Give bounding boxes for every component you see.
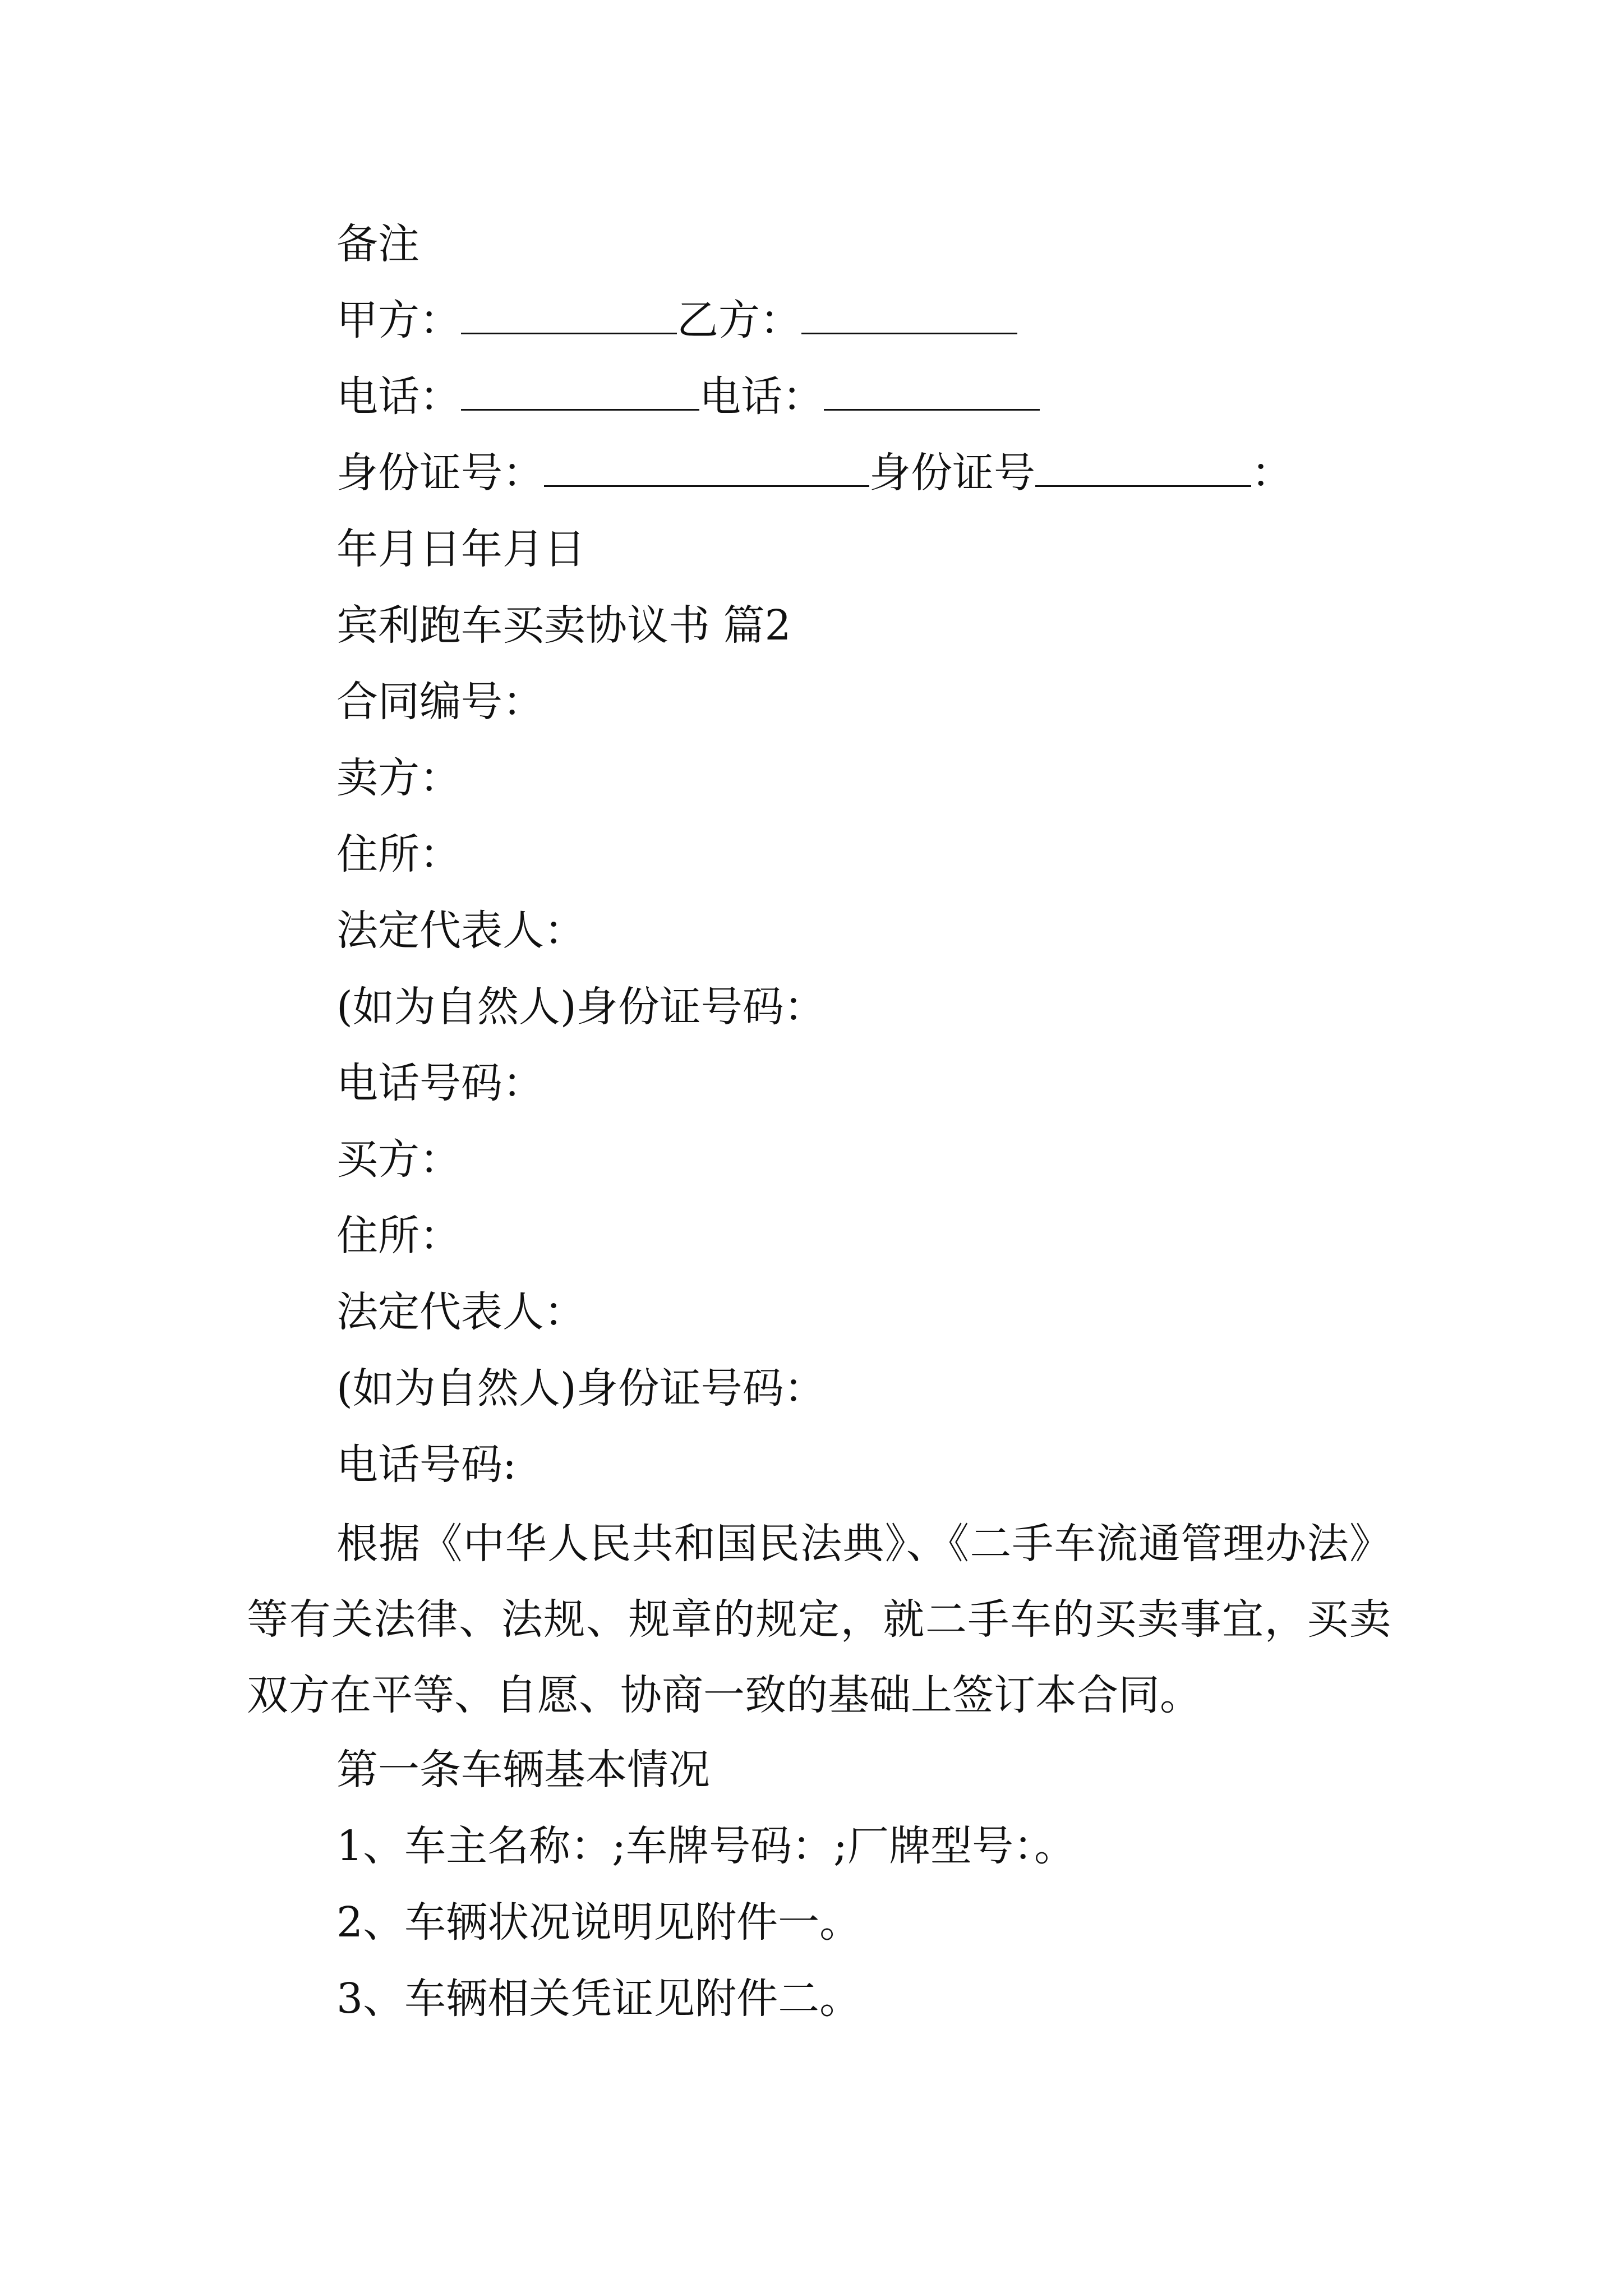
article-1-item-1: 1、车主名称：;车牌号码：;厂牌型号：。 [336, 1822, 1076, 1870]
phone-b-blank [824, 374, 1040, 411]
buyer-address: 住所： [336, 1212, 461, 1260]
contract-number: 合同编号： [336, 678, 544, 726]
article-1-item-2: 2、车辆状况说明见附件一。 [336, 1898, 861, 1947]
phone-b-label: 电话： [699, 372, 824, 421]
id-a-blank [544, 450, 869, 487]
id-row [336, 445, 1293, 501]
id-b-colon: ： [1251, 449, 1293, 497]
party-a-label: 甲方： [336, 296, 461, 344]
id-b-blank [1035, 450, 1251, 487]
buyer-phone: 电话号码: [336, 1441, 517, 1489]
article-1-item-3: 3、车辆相关凭证见附件二。 [336, 1975, 861, 2023]
phone-row [336, 369, 1040, 425]
id-a-label: 身份证号： [336, 449, 544, 497]
seller-label: 卖方： [336, 754, 461, 802]
buyer-id-number: (如为自然人)身份证号码： [336, 1364, 826, 1412]
buyer-legal-rep: 法定代表人： [336, 1288, 585, 1336]
seller-phone: 电话号码： [336, 1059, 544, 1107]
seller-id-number: (如为自然人)身份证号码： [336, 983, 826, 1031]
party-a-blank [461, 298, 677, 334]
section-title: 宾利跑车买卖协议书 篇2 [336, 601, 791, 650]
date-line: 年月日年月日 [336, 525, 585, 573]
phone-a-label: 电话： [336, 372, 461, 421]
party-b-blank [801, 298, 1017, 334]
party-b-label: 乙方： [677, 296, 801, 344]
buyer-label: 买方： [336, 1135, 461, 1184]
article-1-title: 第一条车辆基本情况 [336, 1746, 710, 1794]
preamble-paragraph: 根据《中华人民共和国民法典》、《二手车流通管理办法》等有关法律、法规、规章的规定，就二手车的买卖事宜，买卖双方在平等、自愿、协商一致的基础上签订本合同。 [247, 1520, 1391, 1719]
party-signature-row [336, 292, 1017, 348]
remark-label: 备注 [336, 220, 419, 268]
seller-address: 住所： [336, 830, 461, 878]
phone-a-blank [461, 374, 699, 411]
id-b-label: 身份证号 [869, 449, 1035, 497]
seller-legal-rep: 法定代表人： [336, 907, 585, 955]
